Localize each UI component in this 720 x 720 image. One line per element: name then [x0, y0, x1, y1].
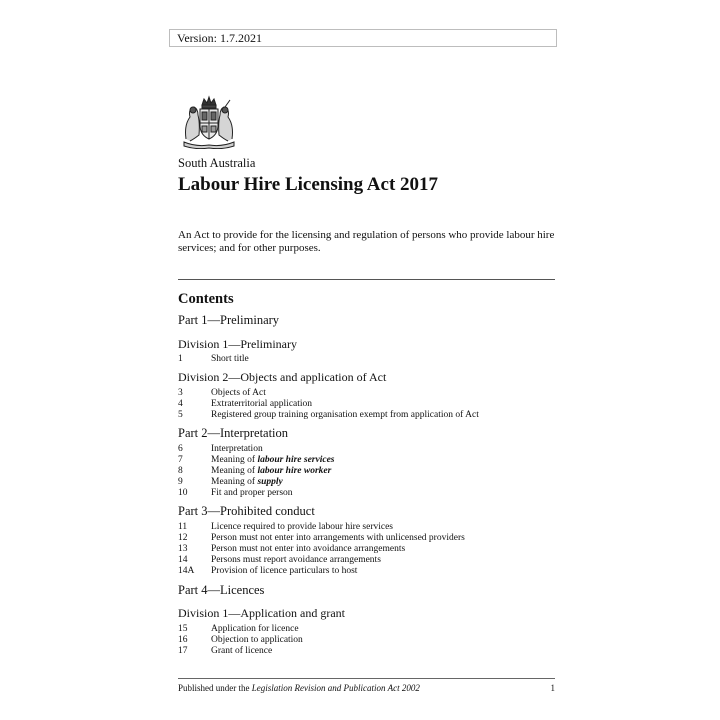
footer-prefix: Published under the	[178, 683, 252, 693]
section-title: Objection to application	[211, 635, 303, 645]
toc-part[interactable]: Part 1—Preliminary	[178, 313, 280, 327]
section-title: Interpretation	[211, 444, 263, 454]
toc-entry[interactable]	[178, 466, 331, 477]
long-title: An Act to provide for the licensing and regulation of persons who provide labour hire services; and for other purposes.	[178, 229, 555, 254]
defined-term: labour hire services	[257, 455, 335, 465]
toc-entry[interactable]	[178, 399, 312, 410]
toc-entry[interactable]	[178, 544, 405, 555]
section-number: 10	[178, 488, 188, 498]
section-title: Registered group training organisation exempt from application of Act	[211, 410, 479, 420]
section-title-prefix: Meaning of	[211, 477, 258, 487]
section-number: 17	[178, 646, 188, 656]
section-title-prefix: Meaning of	[211, 466, 258, 476]
section-number: 5	[178, 410, 183, 420]
defined-term: labour hire worker	[257, 466, 332, 476]
section-title: Short title	[211, 354, 249, 364]
toc-entry[interactable]	[178, 388, 266, 399]
section-title: Grant of licence	[211, 646, 273, 656]
toc-division[interactable]: Division 1—Application and grant	[178, 606, 345, 620]
section-number: 13	[178, 544, 188, 554]
coat-of-arms-icon	[178, 95, 240, 149]
toc-part[interactable]: Part 2—Interpretation	[178, 426, 289, 440]
toc-entry[interactable]	[178, 646, 272, 657]
section-number: 16	[178, 635, 188, 645]
section-number: 7	[178, 455, 183, 465]
section-number: 1	[178, 354, 183, 364]
toc-entry[interactable]	[178, 444, 263, 455]
section-number: 11	[178, 522, 188, 532]
section-title: Person must not enter into arrangements with unlicensed providers	[211, 533, 465, 543]
toc-entry[interactable]	[178, 488, 293, 499]
section-title: Licence required to provide labour hire services	[211, 522, 394, 532]
section-number: 15	[178, 624, 188, 634]
page-number: 1	[550, 683, 555, 693]
footer-divider	[178, 678, 555, 679]
version-label: Version: 1.7.2021	[169, 29, 557, 47]
section-number: 14	[178, 555, 188, 565]
section-title: Extraterritorial application	[211, 399, 313, 409]
contents-heading: Contents	[178, 291, 234, 307]
footer-act-name: Legislation Revision and Publication Act 2002	[251, 683, 420, 693]
act-title: Labour Hire Licensing Act 2017	[178, 174, 439, 195]
section-number: 6	[178, 444, 183, 454]
section-title: Objects of Act	[211, 388, 266, 398]
section-title: Application for licence	[211, 624, 299, 634]
section-number: 9	[178, 477, 183, 487]
toc-entry[interactable]	[178, 635, 303, 646]
toc-entry[interactable]	[178, 624, 299, 635]
section-title: Provision of licence particulars to host	[211, 566, 358, 576]
section-number: 12	[178, 533, 188, 543]
section-title: Person must not enter into avoidance arrangements	[211, 544, 406, 554]
section-number: 4	[178, 399, 183, 409]
section-number: 14A	[178, 566, 195, 576]
toc-entry[interactable]	[178, 555, 381, 566]
section-title: Persons must report avoidance arrangements	[211, 555, 381, 565]
toc-entry[interactable]	[178, 354, 249, 365]
divider	[178, 279, 555, 280]
section-title-prefix: Meaning of	[211, 455, 258, 465]
toc-entry[interactable]	[178, 566, 357, 577]
toc-division[interactable]: Division 2—Objects and application of Act	[178, 370, 387, 384]
toc-entry[interactable]	[178, 477, 283, 488]
section-number: 8	[178, 466, 183, 476]
section-title: Fit and proper person	[211, 488, 293, 498]
jurisdiction: South Australia	[178, 156, 256, 170]
toc-entry[interactable]	[178, 522, 393, 533]
section-number: 3	[178, 388, 183, 398]
toc-division[interactable]: Division 1—Preliminary	[178, 337, 297, 351]
toc-part[interactable]: Part 4—Licences	[178, 583, 265, 597]
toc-entry[interactable]	[178, 410, 479, 421]
page-footer	[178, 683, 555, 693]
toc-entry[interactable]	[178, 533, 465, 544]
toc-entry[interactable]	[178, 455, 335, 466]
toc-part[interactable]: Part 3—Prohibited conduct	[178, 504, 315, 518]
defined-term: supply	[257, 477, 283, 487]
